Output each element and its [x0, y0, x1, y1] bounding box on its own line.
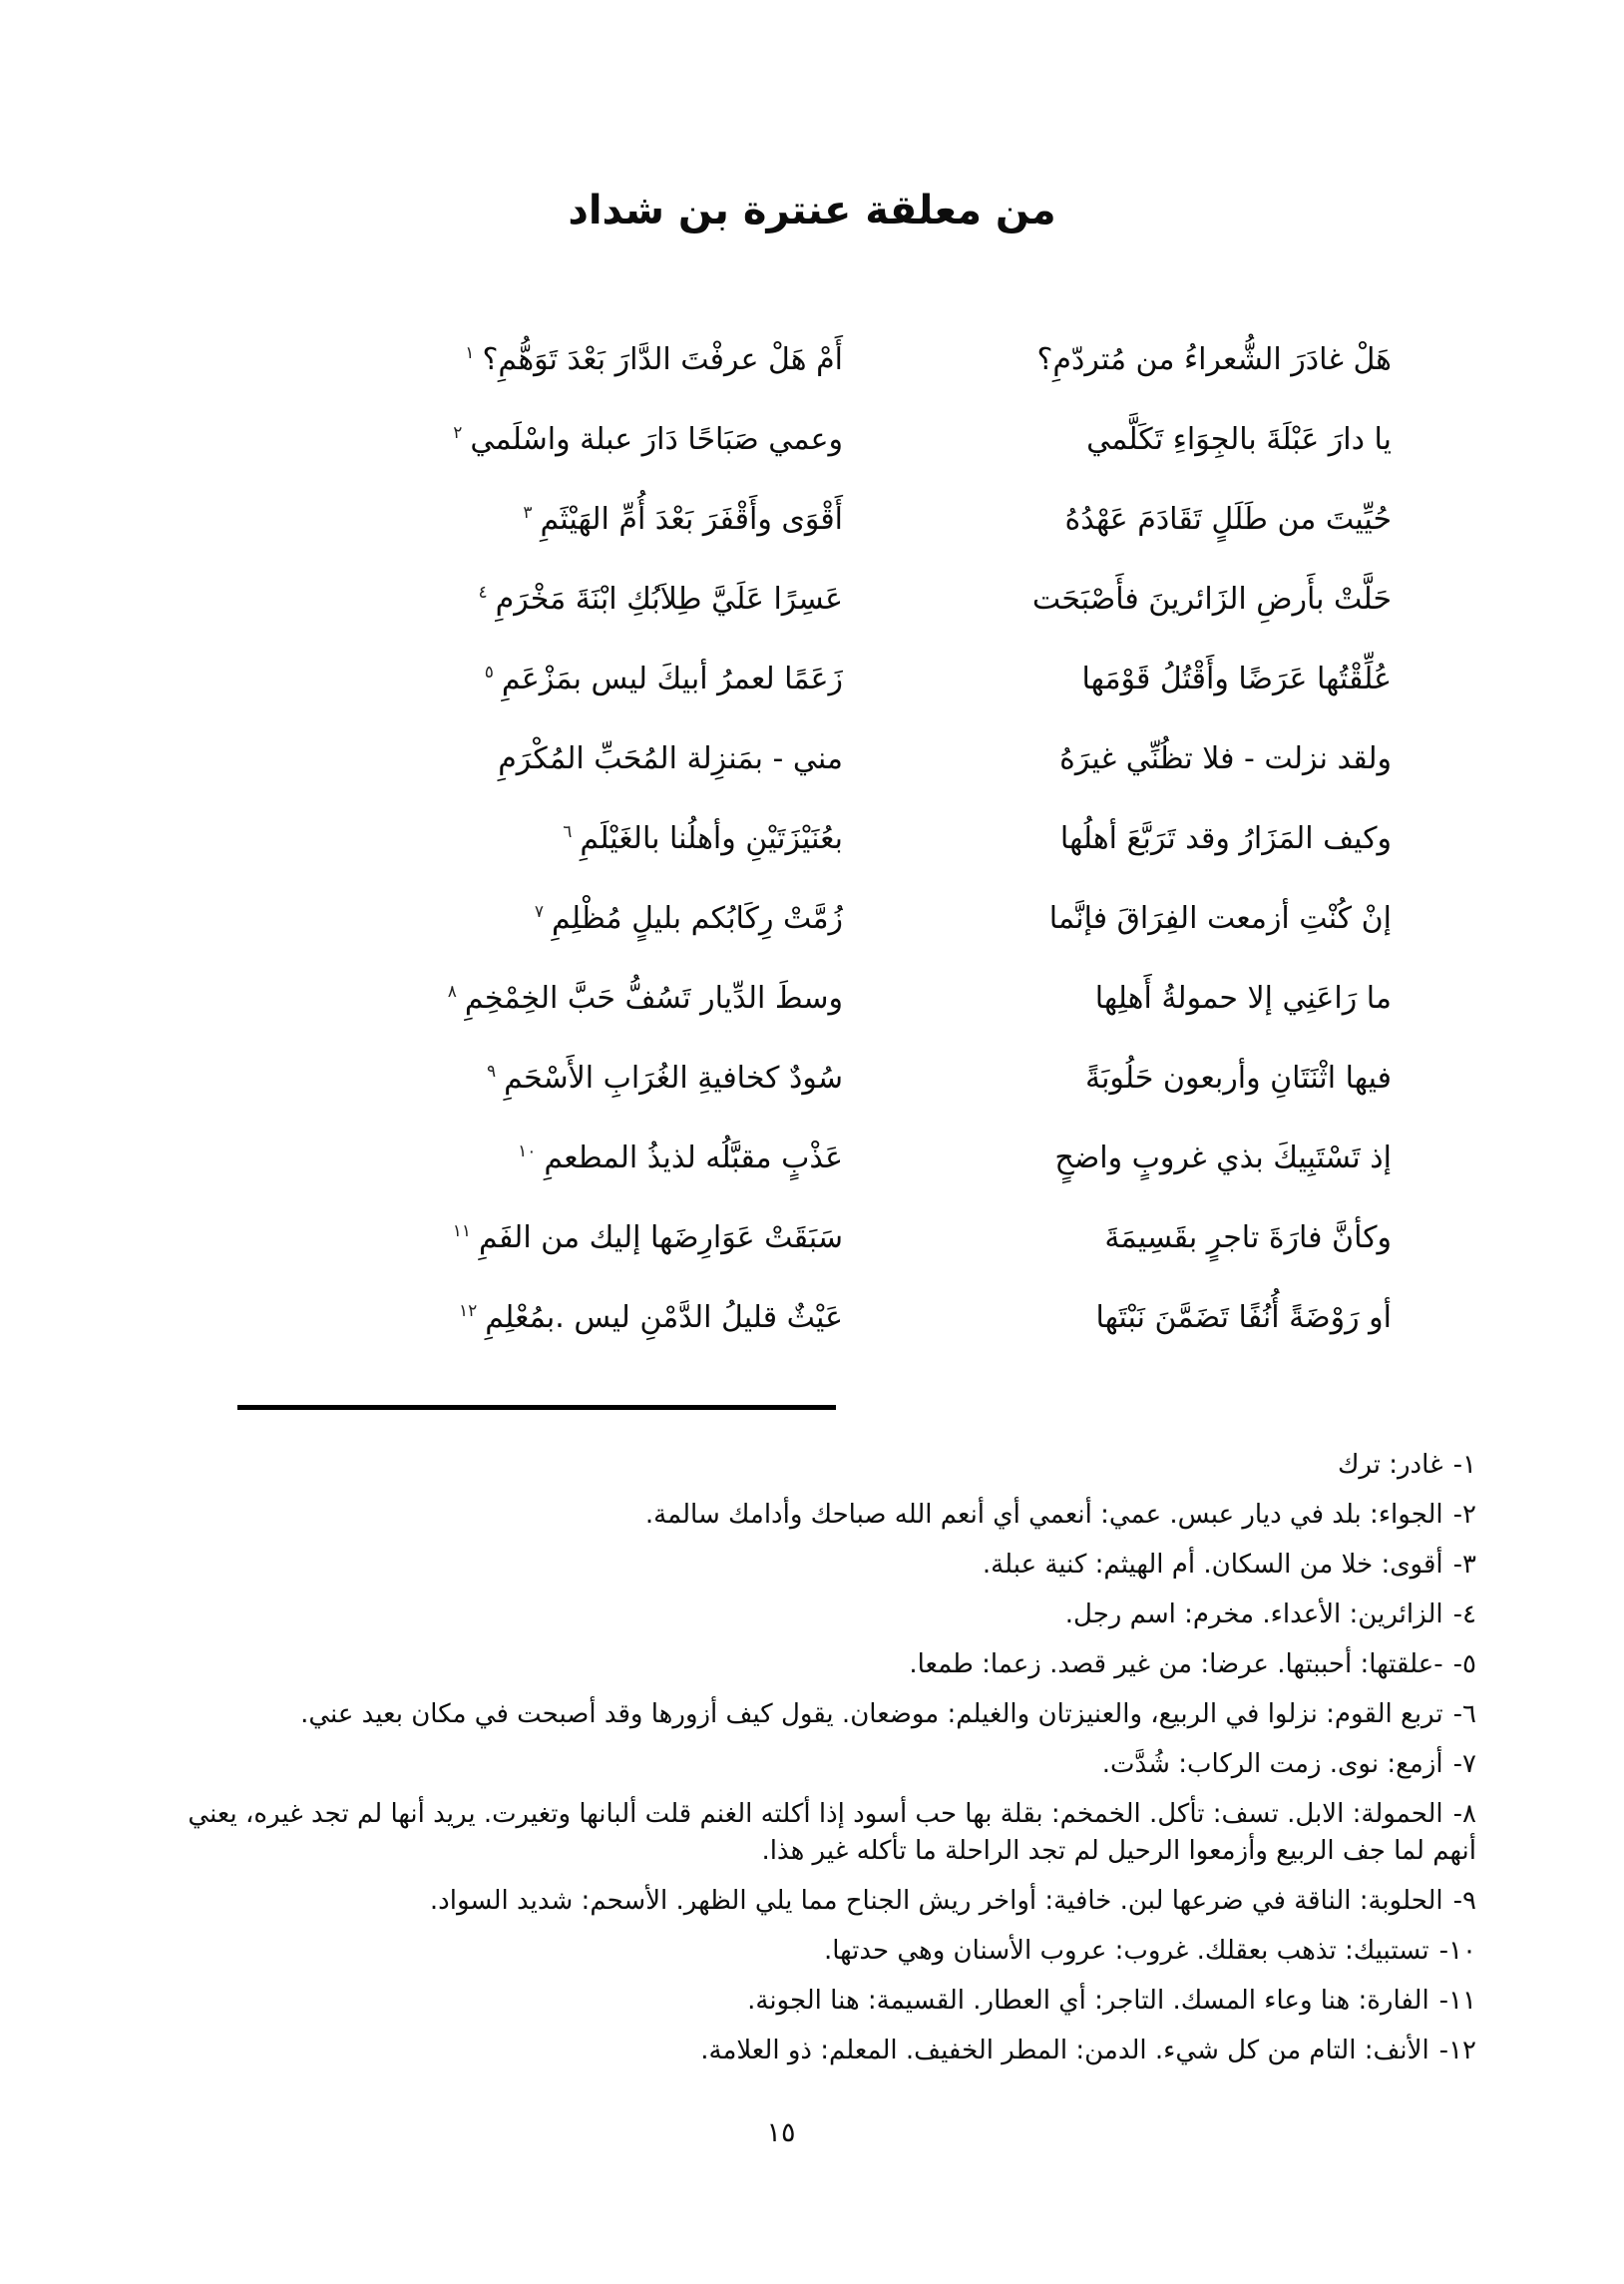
footnote-item: [150, 1933, 1476, 1970]
footnote-text: الأنف: التام من كل شيء. الدمن: المطر الخفيف. المعلم: ذو العلامة.: [700, 2036, 1429, 2065]
verse-first-hemistich: هَلْ غادَرَ الشُّعراءُ من مُتردّمِ؟: [1036, 341, 1392, 377]
verse-footnote-ref: ١١: [452, 1220, 472, 1241]
verse-second-hemistich: سَبَقَتْ عَوَارِضَها إليك من الفَمِ$^{١١}$: [452, 1219, 843, 1255]
verse-row: [229, 878, 1392, 958]
verse-first-hemistich: وكيف المَزَارُ وقد تَرَبَّعَ أهلُها: [1059, 820, 1392, 856]
footnote-text: غادر: ترك: [1337, 1450, 1443, 1480]
footnote-item: [150, 1883, 1476, 1920]
verse-row: [229, 399, 1392, 479]
footnote-number: ٢-: [1452, 1500, 1476, 1530]
footnote-item: [150, 2033, 1476, 2069]
footnote-text: تربع القوم: نزلوا في الربيع، والعنيزتان والغيلم: موضعان. يقول كيف أزورها وقد أصبحت في مكان بعيد عني.: [300, 1699, 1443, 1729]
verse-first-hemistich: حُيِّيتَ من طَلَلٍ تَقَادَمَ عَهْدُهُ: [1064, 501, 1392, 537]
verse-row: [229, 958, 1392, 1038]
verse-second-hemistich: وعمي صَبَاحًا دَارَ عبلة واسْلَمي$^٢$: [453, 421, 843, 457]
footnote-item: [150, 1796, 1476, 1870]
verse-second-hemistich: أَقْوَى وأَقْفَرَ بَعْدَ أُمِّ الهَيْثَمِ$^٣$: [523, 501, 843, 537]
footnote-text: أزمع: نوى. زمت الركاب: شُدَّت.: [1101, 1749, 1443, 1779]
verse-footnote-ref: ٢: [453, 422, 463, 443]
verse-first-hemistich: فيها اثْنَتَانِ وأربعون حَلُوبَةً: [1084, 1060, 1392, 1096]
footnote-number: ٣-: [1452, 1550, 1476, 1580]
verse-row: [229, 479, 1392, 559]
footnote-separator: [237, 1405, 836, 1410]
footnote-number: ١٢-: [1438, 2036, 1476, 2065]
verse-second-hemistich: عَذْبٍ مقبَّلُه لذيذُ المطعمِ$^{١٠}$: [518, 1140, 843, 1175]
footnote-item: [150, 1646, 1476, 1683]
verse-row: [229, 639, 1392, 718]
verse-first-hemistich: أو رَوْضَةً أُنُفًا تَضَمَّنَ نَبْتَها: [1095, 1299, 1392, 1335]
footnote-text: الحمولة: الابل. تسف: تأكل. الخمخم: بقلة بها حب أسود إذا أكلته الغنم قلت ألبانها وتغيرت. يريد أنها لم تجد غيره، يعني أنهم لما جف الربيع وأزمعوا الرحيل لم تجد الراحلة ما تأكله غير هذا.: [188, 1799, 1476, 1866]
footnote-text: الفارة: هنا وعاء المسك. التاجر: أي العطار. القسيمة: هنا الجونة.: [747, 1986, 1429, 2016]
footnote-item: [150, 1497, 1476, 1534]
verse-second-hemistich: عَسِرًا عَلَيَّ طِلاَبُكِ ابْنَةَ مَخْرَمِ$^٤$: [478, 581, 843, 617]
footnote-text: -علقتها: أحببتها. عرضا: من غير قصد. زعما: طمعا.: [909, 1649, 1443, 1679]
verse-second-hemistich: أَمْ هَلْ عرفْتَ الدَّارَ بَعْدَ تَوَهُّمِ؟$^١$: [465, 341, 843, 377]
verse-footnote-ref: ٥: [484, 662, 494, 683]
footnotes-block: [150, 1447, 1476, 2082]
footnote-number: ٩-: [1452, 1886, 1476, 1916]
verse-first-hemistich: ما رَاعَنِي إلا حمولةُ أَهلِها: [1094, 980, 1392, 1016]
footnote-item: [150, 1983, 1476, 2020]
verse-footnote-ref: ٤: [478, 582, 488, 603]
verse-first-hemistich: وكأنَّ فارَةَ تاجرٍ بقَسِيمَةَ: [1104, 1219, 1392, 1255]
verse-footnote-ref: ٧: [534, 901, 544, 922]
verse-first-hemistich: إذ تَسْتَبِيكَ بذي غروبٍ واضحٍ: [1054, 1140, 1392, 1175]
footnote-text: الجواء: بلد في ديار عبس. عمي: أنعمي أي أنعم الله صباحك وأدامك سالمة.: [644, 1500, 1443, 1530]
footnote-item: [150, 1547, 1476, 1584]
footnote-text: الحلوبة: الناقة في ضرعها لبن. خافية: أواخر ريش الجناح مما يلي الظهر. الأسحم: شديد السواد.: [429, 1886, 1443, 1916]
verse-footnote-ref: ١٠: [518, 1141, 537, 1161]
verse-second-hemistich: زُمَّتْ رِكَابُكم بليلٍ مُظْلِمِ$^٧$: [534, 900, 843, 936]
verse-second-hemistich: عَيْثٌ قليلُ الدَّمْنِ ليس .بمُعْلِمِ$^{١٢}$: [458, 1299, 843, 1335]
verse-footnote-ref: ٣: [523, 502, 533, 523]
footnote-number: ١٠-: [1438, 1936, 1476, 1966]
footnote-number: ٦-: [1452, 1699, 1476, 1729]
verse-first-hemistich: عُلِّقْتُها عَرَضًا وأَقْتُلُ قَوْمَها: [1081, 661, 1392, 696]
verse-row: [229, 1118, 1392, 1197]
verse-first-hemistich: إنْ كُنْتِ أزمعت الفِرَاقَ فإنَّما: [1048, 900, 1392, 936]
verse-footnote-ref: ٨: [447, 981, 457, 1002]
verse-row: [229, 319, 1392, 399]
footnote-number: ٨-: [1452, 1799, 1476, 1829]
verse-row: [229, 559, 1392, 639]
footnote-number: ٧-: [1452, 1749, 1476, 1779]
page-number: ١٥: [766, 2117, 796, 2148]
footnote-item: [150, 1597, 1476, 1633]
verse-footnote-ref: ١٢: [458, 1300, 478, 1321]
verse-second-hemistich: بعُنَيْزَتَيْنِ وأهلُنا بالغَيْلَمِ$^٦$: [563, 820, 843, 856]
verse-first-hemistich: ولقد نزلت - فلا تظُنِّي غيرَهُ: [1059, 740, 1392, 776]
verse-second-hemistich: زَعَمًا لعمرُ أبيكَ ليس بمَزْعَمِ$^٥$: [484, 661, 843, 696]
verse-first-hemistich: يا دارَ عَبْلَةَ بالجِوَاءِ تَكَلَّمي: [1086, 421, 1392, 457]
footnote-number: ١-: [1452, 1450, 1476, 1480]
footnote-text: أقوى: خلا من السكان. أم الهيثم: كنية عبلة.: [982, 1550, 1443, 1580]
verse-second-hemistich: سُودٌ كخافيةِ الغُرَابِ الأَسْحَمِ$^٩$: [487, 1060, 843, 1096]
verse-row: [229, 1038, 1392, 1118]
footnote-number: ١١-: [1438, 1986, 1476, 2016]
verse-second-hemistich: وسطَ الدِّيار تَسُفُّ حَبَّ الخِمْخِمِ$^٨$: [447, 980, 843, 1016]
verse-footnote-ref: ٩: [487, 1061, 497, 1082]
footnote-number: ٤-: [1452, 1599, 1476, 1629]
footnote-item: [150, 1447, 1476, 1484]
verse-footnote-ref: ٦: [563, 821, 573, 842]
footnote-text: الزائرين: الأعداء. مخرم: اسم رجل.: [1064, 1599, 1443, 1629]
verse-row: [229, 718, 1392, 798]
footnote-item: [150, 1696, 1476, 1733]
footnote-item: [150, 1746, 1476, 1783]
footnote-text: تستبيك: تذهب بعقلك. غروب: عروب الأسنان وهي حدتها.: [823, 1936, 1429, 1966]
footnote-number: ٥-: [1452, 1649, 1476, 1679]
verse-footnote-ref: ١: [465, 342, 475, 363]
poem-block: [229, 319, 1392, 1357]
verse-first-hemistich: حَلَّتْ بأَرضِ الزَائرينَ فأَصْبَحَت: [1031, 581, 1392, 617]
page-title: من معلقة عنترة بن شداد: [568, 188, 1056, 233]
verse-row: [229, 1197, 1392, 1277]
verse-second-hemistich: مني - بمَنزِلة المُحَبِّ المُكْرَمِ: [498, 740, 843, 776]
verse-row: [229, 798, 1392, 878]
verse-row: [229, 1277, 1392, 1357]
